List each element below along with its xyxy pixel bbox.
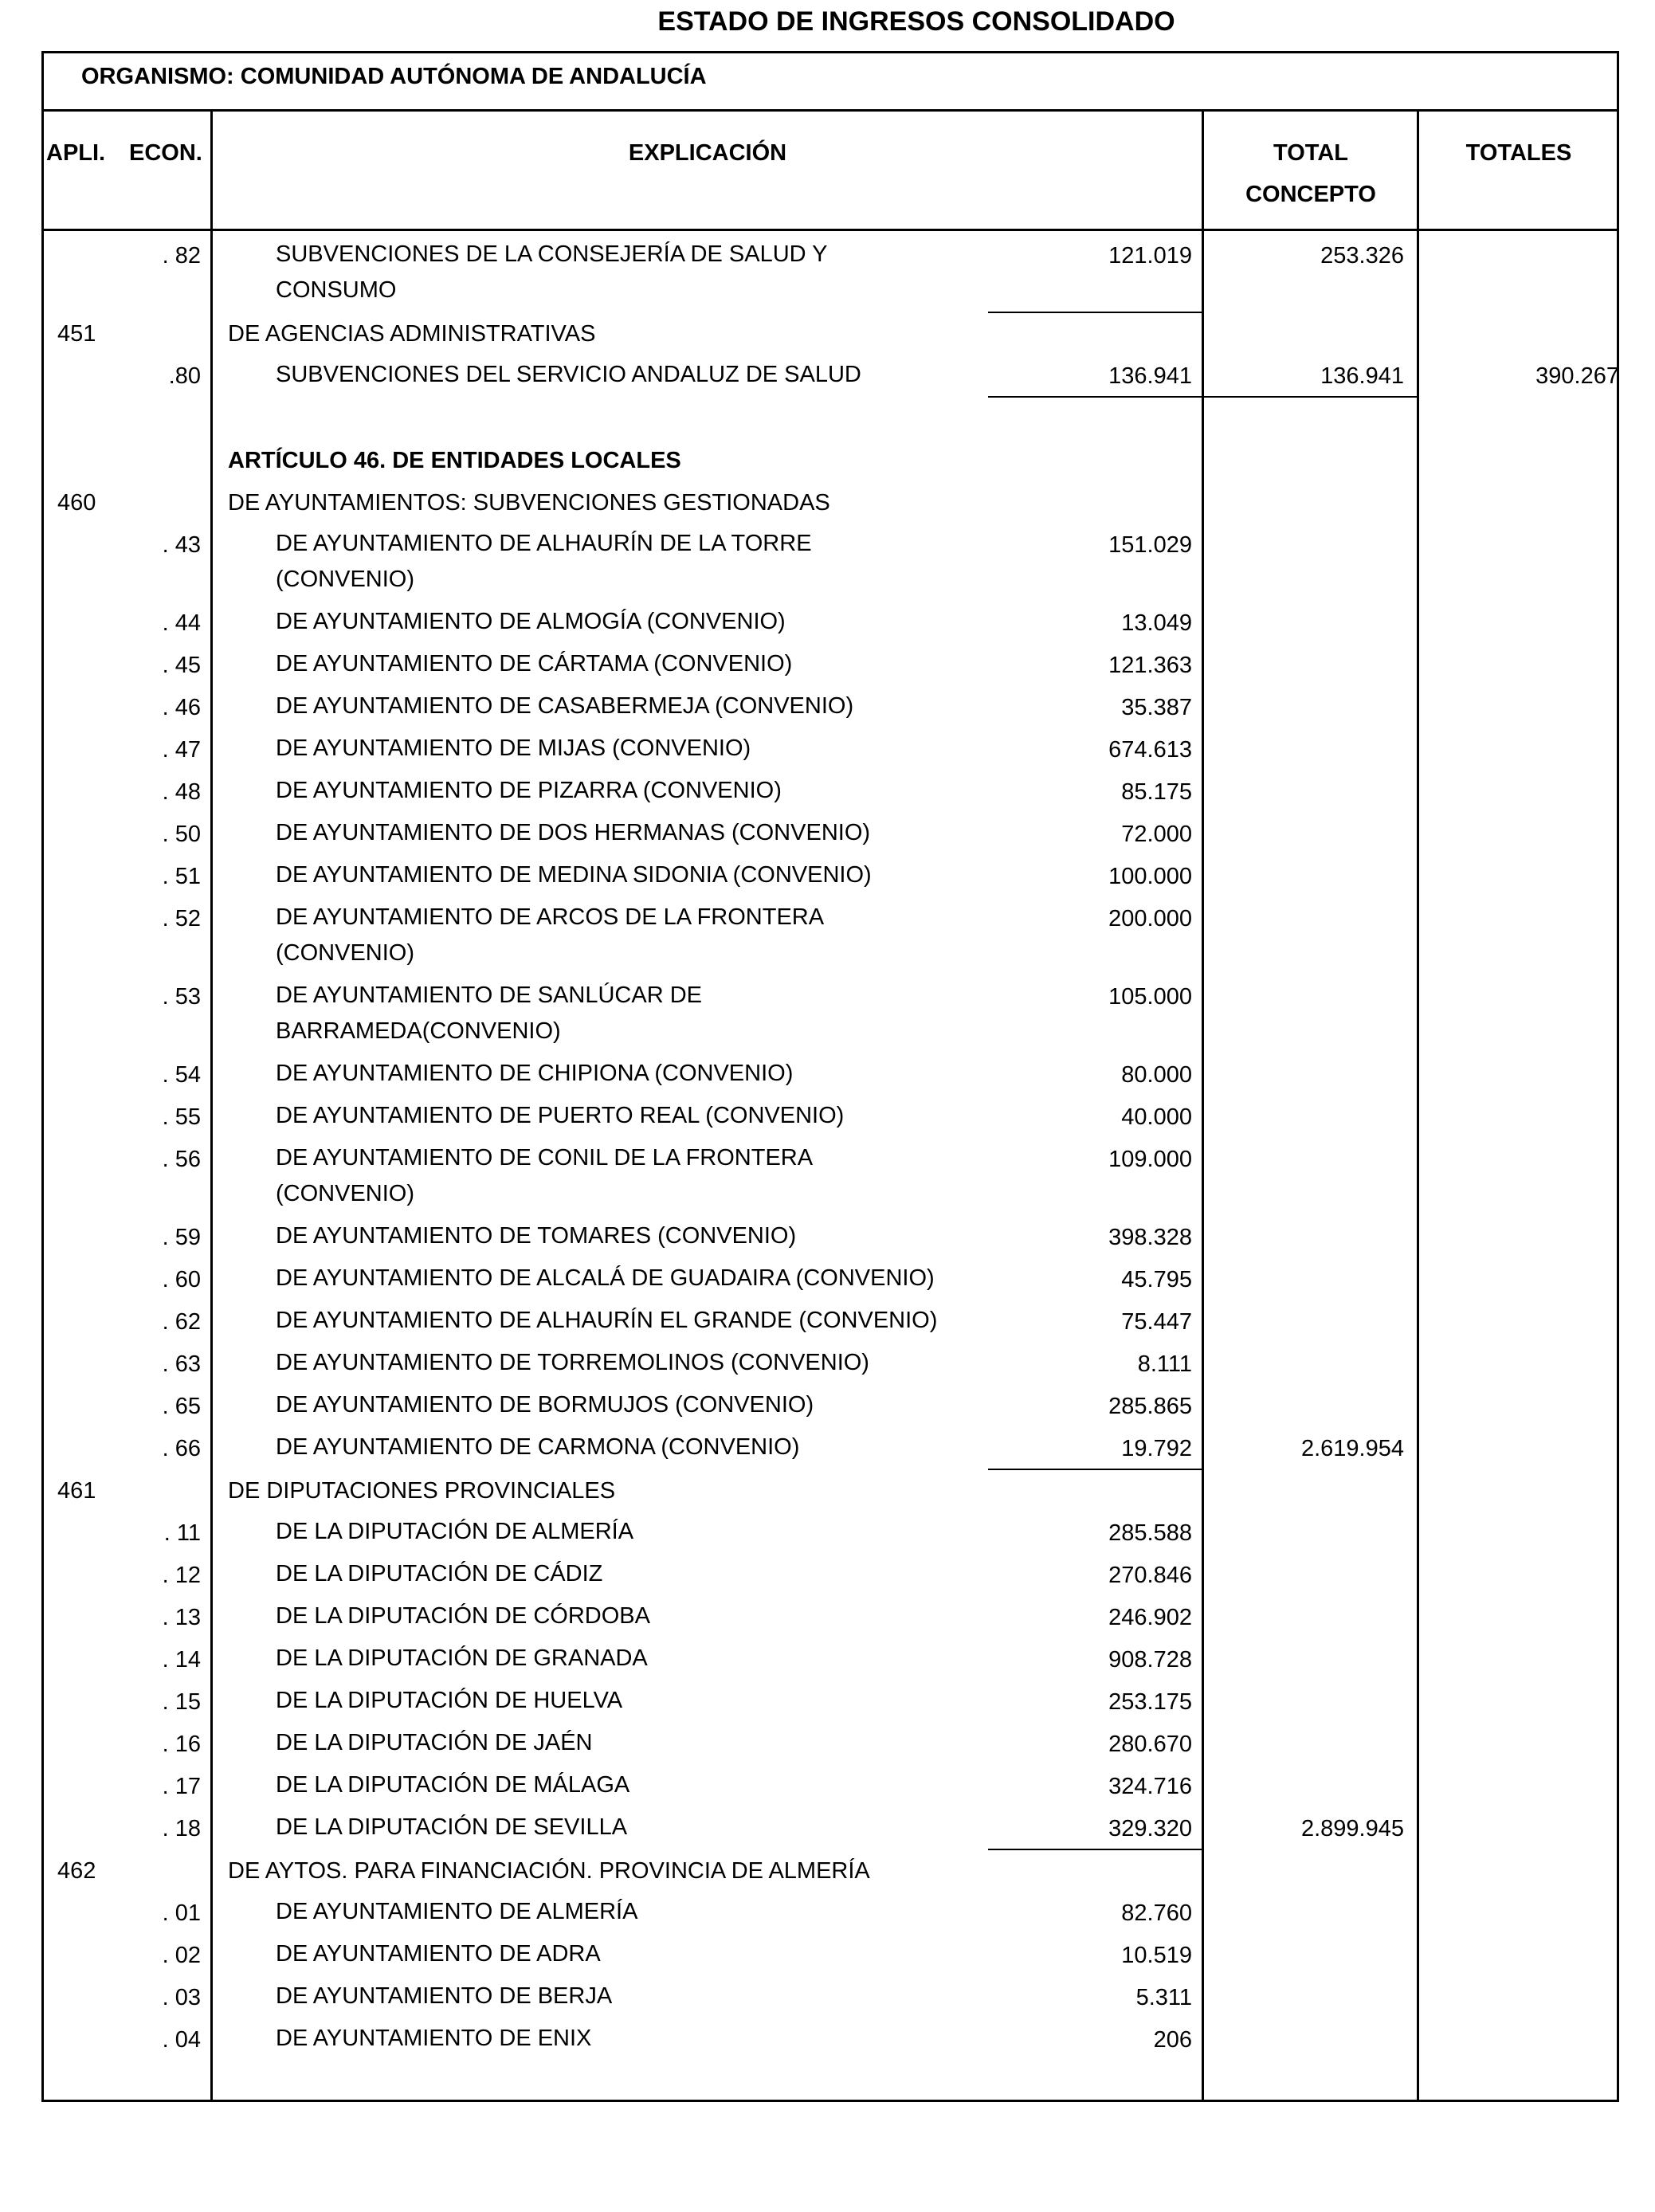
- row-amount: 121.363: [1108, 653, 1192, 678]
- econ-code: . 16: [162, 1732, 201, 1757]
- row-amount: 109.000: [1108, 1147, 1192, 1172]
- row-amount: 100.000: [1108, 864, 1192, 889]
- header-totales: TOTALES: [1465, 140, 1572, 166]
- econ-code: . 14: [162, 1647, 201, 1673]
- header-econ: ECON.: [129, 140, 202, 166]
- row-description: DE AYUNTAMIENTO DE DOS HERMANAS (CONVENIO): [276, 820, 871, 845]
- econ-code: . 48: [162, 779, 201, 805]
- row-description: DE AYUNTAMIENTO DE PUERTO REAL (CONVENIO): [276, 1103, 845, 1128]
- row-amount: 398.328: [1108, 1225, 1192, 1250]
- row-description: DE LA DIPUTACIÓN DE JAÉN: [276, 1730, 593, 1755]
- econ-code: . 43: [162, 532, 201, 558]
- organismo-header: [41, 51, 1619, 112]
- row-amount: 35.387: [1121, 695, 1192, 720]
- econ-code: . 82: [162, 243, 201, 269]
- row-amount: 253.175: [1108, 1689, 1192, 1715]
- header-apli: APLI.: [46, 140, 106, 166]
- total-concepto: 2.619.954: [1300, 1436, 1404, 1461]
- row-description: (CONVENIO): [276, 567, 414, 592]
- row-description: DE AYUNTAMIENTO DE BERJA: [276, 1983, 613, 2009]
- row-description: DE LA DIPUTACIÓN DE ALMERÍA: [276, 1519, 634, 1544]
- concept-heading: DE DIPUTACIONES PROVINCIALES: [228, 1478, 616, 1504]
- econ-code: . 47: [162, 737, 201, 763]
- row-description: DE AYUNTAMIENTO DE ALMOGÍA (CONVENIO): [276, 609, 786, 634]
- row-amount: 8.111: [1137, 1351, 1192, 1377]
- row-amount: 324.716: [1108, 1774, 1192, 1799]
- row-description: DE AYUNTAMIENTO DE ADRA: [276, 1941, 601, 1967]
- row-description: DE AYUNTAMIENTO DE SANLÚCAR DE: [276, 982, 702, 1008]
- header-total-concepto-2: CONCEPTO: [1245, 182, 1376, 207]
- row-description: DE AYUNTAMIENTO DE MEDINA SIDONIA (CONVENIO): [276, 862, 872, 888]
- econ-code: . 03: [162, 1985, 201, 2010]
- total-concepto: 253.326: [1320, 243, 1404, 269]
- econ-code: . 11: [163, 1520, 201, 1546]
- row-amount: 19.792: [1121, 1436, 1192, 1461]
- concept-heading: DE AYUNTAMIENTOS: SUBVENCIONES GESTIONADAS: [228, 490, 830, 516]
- total-concepto: 2.899.945: [1300, 1816, 1404, 1841]
- row-amount: 270.846: [1108, 1563, 1192, 1588]
- row-amount: 908.728: [1108, 1647, 1192, 1673]
- amount-underline: [988, 1849, 1203, 1850]
- totales-value: 390.267: [1535, 363, 1619, 389]
- econ-code: .80: [168, 363, 201, 389]
- row-description: DE AYUNTAMIENTO DE CÁRTAMA (CONVENIO): [276, 651, 793, 677]
- row-amount: 200.000: [1108, 906, 1192, 931]
- column-headers: [41, 112, 1619, 231]
- econ-code: . 44: [162, 610, 201, 636]
- amount-underline: [988, 1469, 1203, 1470]
- econ-code: . 63: [162, 1351, 201, 1377]
- apli-code: 462: [57, 1858, 96, 1884]
- row-description: DE AYUNTAMIENTO DE ALCALÁ DE GUADAIRA (CONVENIO): [276, 1265, 935, 1291]
- row-amount: 329.320: [1108, 1816, 1192, 1841]
- concept-heading: DE AYTOS. PARA FINANCIACIÓN. PROVINCIA DE ALMERÍA: [228, 1858, 870, 1884]
- page-title: ESTADO DE INGRESOS CONSOLIDADO: [657, 6, 1175, 37]
- econ-code: . 54: [162, 1062, 201, 1088]
- econ-code: . 18: [162, 1816, 201, 1841]
- total-underline: [1203, 396, 1417, 398]
- row-amount: 674.613: [1108, 737, 1192, 763]
- row-description: DE AYUNTAMIENTO DE TOMARES (CONVENIO): [276, 1223, 797, 1249]
- row-description: CONSUMO: [276, 277, 397, 303]
- row-description: SUBVENCIONES DEL SERVICIO ANDALUZ DE SALUD: [276, 362, 861, 387]
- row-description: DE AYUNTAMIENTO DE BORMUJOS (CONVENIO): [276, 1392, 814, 1418]
- row-description: DE LA DIPUTACIÓN DE CÓRDOBA: [276, 1603, 650, 1629]
- divider-total-totales: [1417, 112, 1419, 2102]
- econ-code: . 45: [162, 653, 201, 678]
- row-description: DE LA DIPUTACIÓN DE HUELVA: [276, 1688, 623, 1713]
- row-description: DE AYUNTAMIENTO DE ALHAURÍN DE LA TORRE: [276, 531, 812, 556]
- row-amount: 82.760: [1121, 1900, 1192, 1926]
- econ-code: . 65: [162, 1394, 201, 1419]
- econ-code: . 52: [162, 906, 201, 931]
- apli-code: 451: [57, 321, 96, 347]
- amount-underline: [988, 396, 1203, 398]
- econ-code: . 51: [162, 864, 201, 889]
- row-description: DE AYUNTAMIENTO DE ALHAURÍN EL GRANDE (CONVENIO): [276, 1308, 938, 1333]
- row-amount: 151.029: [1108, 532, 1192, 558]
- row-description: DE LA DIPUTACIÓN DE GRANADA: [276, 1645, 648, 1671]
- econ-code: . 60: [162, 1267, 201, 1292]
- header-explicacion: EXPLICACIÓN: [628, 140, 787, 166]
- row-amount: 285.588: [1108, 1520, 1192, 1546]
- econ-code: . 13: [162, 1605, 201, 1630]
- row-amount: 10.519: [1121, 1943, 1192, 1968]
- organismo-label: ORGANISMO: COMUNIDAD AUTÓNOMA DE ANDALUCÍA: [81, 64, 707, 89]
- apli-code: 460: [57, 490, 96, 516]
- amount-underline: [988, 312, 1203, 313]
- econ-code: . 46: [162, 695, 201, 720]
- econ-code: . 55: [162, 1104, 201, 1130]
- row-amount: 121.019: [1108, 243, 1192, 269]
- row-description: DE AYUNTAMIENTO DE CHIPIONA (CONVENIO): [276, 1061, 794, 1086]
- econ-code: . 12: [162, 1563, 201, 1588]
- econ-code: . 50: [162, 822, 201, 847]
- divider-explicacion-total: [1202, 112, 1204, 2102]
- row-description: (CONVENIO): [276, 1181, 414, 1206]
- apli-code: 461: [57, 1478, 96, 1504]
- header-total-concepto-1: TOTAL: [1273, 140, 1348, 166]
- row-amount: 136.941: [1108, 363, 1192, 389]
- row-description: (CONVENIO): [276, 940, 414, 966]
- row-amount: 5.311: [1135, 1985, 1192, 2010]
- econ-code: . 01: [162, 1900, 201, 1926]
- total-concepto: 136.941: [1320, 363, 1404, 389]
- row-amount: 75.447: [1121, 1309, 1192, 1335]
- econ-code: . 59: [162, 1225, 201, 1250]
- row-description: DE AYUNTAMIENTO DE ALMERÍA: [276, 1899, 638, 1924]
- econ-code: . 15: [162, 1689, 201, 1715]
- row-description: DE AYUNTAMIENTO DE CASABERMEJA (CONVENIO): [276, 693, 854, 719]
- row-description: DE LA DIPUTACIÓN DE CÁDIZ: [276, 1561, 603, 1586]
- row-description: DE LA DIPUTACIÓN DE MÁLAGA: [276, 1772, 630, 1798]
- concept-heading: DE AGENCIAS ADMINISTRATIVAS: [228, 321, 596, 347]
- row-amount: 206: [1153, 2027, 1192, 2053]
- econ-code: . 66: [162, 1436, 201, 1461]
- row-amount: 80.000: [1121, 1062, 1192, 1088]
- row-description: DE AYUNTAMIENTO DE TORREMOLINOS (CONVENIO): [276, 1350, 869, 1375]
- row-amount: 85.175: [1121, 779, 1192, 805]
- row-amount: 40.000: [1121, 1104, 1192, 1130]
- row-description: DE LA DIPUTACIÓN DE SEVILLA: [276, 1814, 628, 1840]
- row-description: DE AYUNTAMIENTO DE PIZARRA (CONVENIO): [276, 778, 782, 803]
- row-description: DE AYUNTAMIENTO DE ARCOS DE LA FRONTERA: [276, 904, 825, 930]
- article-heading: ARTÍCULO 46. DE ENTIDADES LOCALES: [228, 448, 681, 473]
- row-amount: 72.000: [1121, 822, 1192, 847]
- econ-code: . 62: [162, 1309, 201, 1335]
- econ-code: . 02: [162, 1943, 201, 1968]
- row-amount: 13.049: [1121, 610, 1192, 636]
- econ-code: . 17: [162, 1774, 201, 1799]
- row-description: DE AYUNTAMIENTO DE MIJAS (CONVENIO): [276, 735, 751, 761]
- econ-code: . 56: [162, 1147, 201, 1172]
- row-description: SUBVENCIONES DE LA CONSEJERÍA DE SALUD Y: [276, 241, 828, 267]
- row-amount: 246.902: [1108, 1605, 1192, 1630]
- econ-code: . 04: [162, 2027, 201, 2053]
- econ-code: . 53: [162, 984, 201, 1010]
- row-description: BARRAMEDA(CONVENIO): [276, 1018, 561, 1044]
- divider-econ-explicacion: [210, 112, 213, 2102]
- row-amount: 45.795: [1121, 1267, 1192, 1292]
- row-description: DE AYUNTAMIENTO DE CARMONA (CONVENIO): [276, 1434, 800, 1460]
- row-amount: 280.670: [1108, 1732, 1192, 1757]
- row-amount: 285.865: [1108, 1394, 1192, 1419]
- row-description: DE AYUNTAMIENTO DE ENIX: [276, 2026, 592, 2051]
- row-description: DE AYUNTAMIENTO DE CONIL DE LA FRONTERA: [276, 1145, 814, 1171]
- row-amount: 105.000: [1108, 984, 1192, 1010]
